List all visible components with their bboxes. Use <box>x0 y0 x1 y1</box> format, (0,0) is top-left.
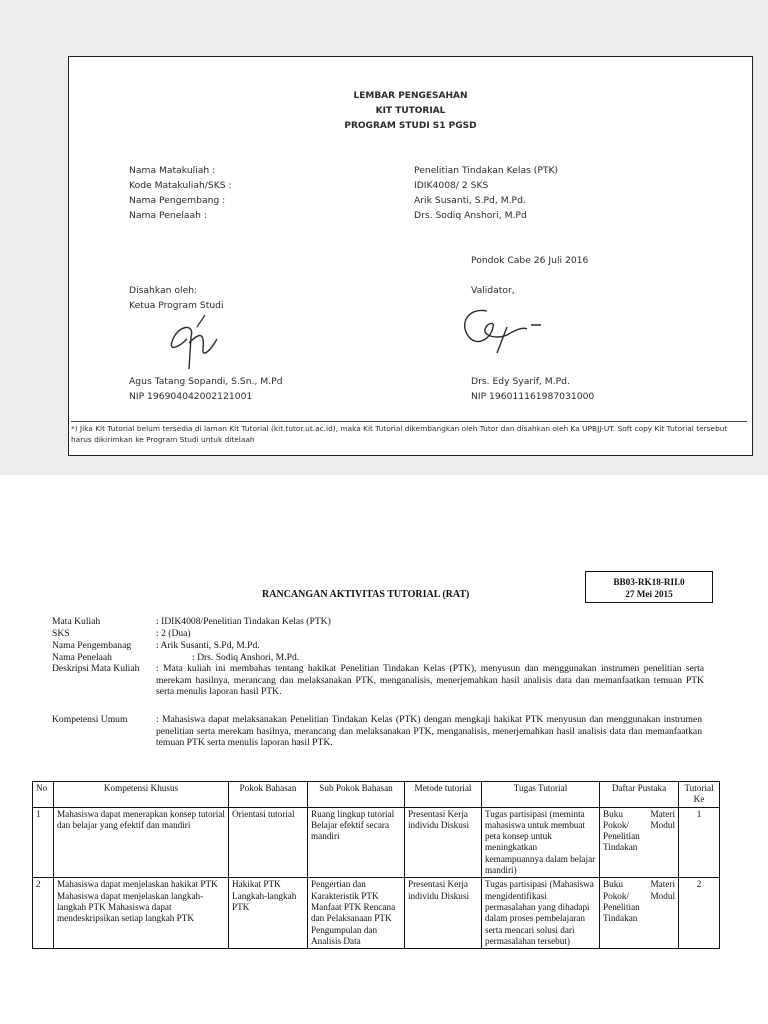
header-metode: Metode tutorial <box>405 782 482 808</box>
rat-table <box>32 781 720 949</box>
field-value-pengembang: Arik Susanti, S.Pd, M.Pd. <box>414 195 526 206</box>
table-header-row <box>33 782 720 808</box>
meta-value: : Mata kuliah ini membahas tentang hakikat Penelitian Tindakan Kelas (PTK), menyusun dan menggunakan instrumen penelitian serta merekam hasilnya, merancang dan melaksanakan PTK, menganalisis, menerjemahkan hasil analisis data dan memanfaatkan temuan PTK serta menulis laporan hasil PTK. <box>156 663 704 697</box>
field-label-pengembang: Nama Pengembang : <box>129 195 226 206</box>
right-sign-name: Drs. Edy Syarif, M.Pd. <box>471 376 570 387</box>
document-code-date: 27 Mei 2015 <box>625 589 673 599</box>
meta-row-kompetensi-umum <box>52 714 712 750</box>
header-no: No <box>33 782 54 808</box>
cell-no: 1 <box>33 807 54 878</box>
approval-title-line-1: LEMBAR PENGESAHAN <box>353 91 468 101</box>
rat-title: RANCANGAN AKTIVITAS TUTORIAL (RAT) <box>262 589 470 600</box>
meta-label: Mata Kuliah <box>52 616 101 627</box>
cell-tugas: Tugas partisipasi (meminta mahasiswa untuk membuat peta konsep untuk meningkatkan kemampuannya dalam belajar mandiri) <box>482 807 600 878</box>
meta-label: Deskripsi Mata Kuliah <box>52 663 140 674</box>
header-tugas: Tugas Tutorial <box>482 782 600 808</box>
header-pustaka: Daftar Pustaka <box>600 782 679 808</box>
cell-sub-pokok: Pengertian dan Karakteristik PTK Manfaat PTK Rencana dan Pelaksanaan PTK Pengumpulan dan Analisis Data <box>308 878 405 949</box>
header-pokok: Pokok Bahasan <box>229 782 308 808</box>
cell-sub-pokok: Ruang lingkup tutorial Belajar efektif secara mandiri <box>308 807 405 878</box>
meta-value: : IDIK4008/Penelitian Tindakan Kelas (PTK) <box>156 616 331 627</box>
place-date: Pondok Cabe 26 Juli 2016 <box>471 255 589 266</box>
meta-value: : Arik Susanti, S.Pd, M.Pd. <box>156 640 260 651</box>
rat-section <box>0 560 768 1024</box>
left-sign-line-2: Ketua Program Studi <box>129 300 224 311</box>
approval-title-line-2: KIT TUTORIAL <box>375 106 446 116</box>
left-sign-nip: NIP 196904042002121001 <box>129 391 253 402</box>
cell-pokok: Hakikat PTK Langkah-langkah PTK <box>229 878 308 949</box>
signature-right <box>457 295 557 365</box>
table-row <box>33 807 720 878</box>
cell-metode: Presentasi Kerja individu Diskusi <box>405 878 482 949</box>
cell-kompetensi: Mahasiswa dapat menerapkan konsep tutorial dan belajar yang efektif dan mandiri <box>54 807 229 878</box>
header-tutorial-ke: Tutorial Ke <box>679 782 720 808</box>
meta-value: : 2 (Dua) <box>156 628 191 639</box>
document-code: BB03-RK18-RII.0 <box>613 577 685 587</box>
cell-pustaka: Buku Materi Pokok/ Modul Penelitian Tindakan <box>600 807 679 878</box>
table-row <box>33 878 720 949</box>
field-value-kode: IDIK4008/ 2 SKS <box>414 180 489 191</box>
left-sign-line-1: Disahkan oleh: <box>129 285 198 296</box>
approval-title-line-3: PROGRAM STUDI S1 PGSD <box>344 121 477 131</box>
header-sub-pokok: Sub Pokok Bahasan <box>308 782 405 808</box>
meta-row-deskripsi <box>52 663 712 699</box>
left-sign-name: Agus Tatang Sopandi, S.Sn., M.Pd <box>129 376 283 387</box>
field-value-matakuliah: Penelitian Tindakan Kelas (PTK) <box>414 165 559 176</box>
cell-tutorial-ke: 1 <box>679 807 720 878</box>
header-kompetensi: Kompetensi Khusus <box>54 782 229 808</box>
cell-tutorial-ke: 2 <box>679 878 720 949</box>
meta-label: SKS <box>52 628 70 639</box>
cell-no: 2 <box>33 878 54 949</box>
cell-metode: Presentasi Kerja individu Diskusi <box>405 807 482 878</box>
meta-label: Nama Penelaah <box>52 652 112 663</box>
field-label-kode: Kode Matakuliah/SKS : <box>129 180 232 191</box>
meta-row-pengembang <box>52 640 712 652</box>
meta-row-matakuliah <box>52 616 712 628</box>
meta-label: Nama Pengembanag <box>52 640 132 651</box>
meta-label: Kompetensi Umum <box>52 714 128 725</box>
right-sign-line-1: Validator, <box>471 285 515 296</box>
document-code-box <box>585 571 713 603</box>
field-label-penelaah: Nama Penelaah : <box>129 210 207 221</box>
meta-row-sks <box>52 628 712 640</box>
footnote: *) Jika Kit Tutorial belum tersedia di laman Kit Tutorial (kit.tutor.ut.ac.id), maka Kit Tutorial dikembangkan oleh Tutor dan disahkan oleh Ka UPBJJ-UT. Soft copy Kit Tutorial tersebut harus dikirimkan ke Program Studi untuk ditelaah <box>71 421 747 445</box>
field-value-penelaah: Drs. Sodiq Anshori, M.Pd <box>414 210 527 221</box>
cell-kompetensi: Mahasiswa dapat menjelaskan hakikat PTK Mahasiswa dapat menjelaskan langkah-langkah PTK Mahasiswa dapat mendeskripsikan setiap langkah PTK <box>54 878 229 949</box>
meta-value: : Mahasiswa dapat melaksanakan Penelitian Tindakan Kelas (PTK) dengan mengkaji hakikat PTK menyusun dan menggunakan instrumen penelitian serta merekam hasilnya, merancang dan melaksanakan PTK, menganalisis, menerjemahkan hasil analisis data dan memanfaatkan temuan PTK serta menulis laporan hasil PTK. <box>156 714 702 748</box>
signature-left <box>157 309 247 379</box>
cell-pokok: Orientasi tutorial <box>229 807 308 878</box>
cell-pustaka: Buku Materi Pokok/ Modul Penelitian Tindakan <box>600 878 679 949</box>
approval-sheet <box>68 56 753 456</box>
meta-value: : Drs. Sodiq Anshori, M.Pd. <box>192 652 300 663</box>
field-label-matakuliah: Nama Matakuliah : <box>129 165 216 176</box>
right-sign-nip: NIP 196011161987031000 <box>471 391 595 402</box>
scanned-page <box>0 0 768 475</box>
cell-tugas: Tugas partisipasi (Mahasiswa mengidentifikasi permasalahan yang dihadapi dalam proses pembelajaran serta mencari solusi dari permasalahan tersebut) <box>482 878 600 949</box>
